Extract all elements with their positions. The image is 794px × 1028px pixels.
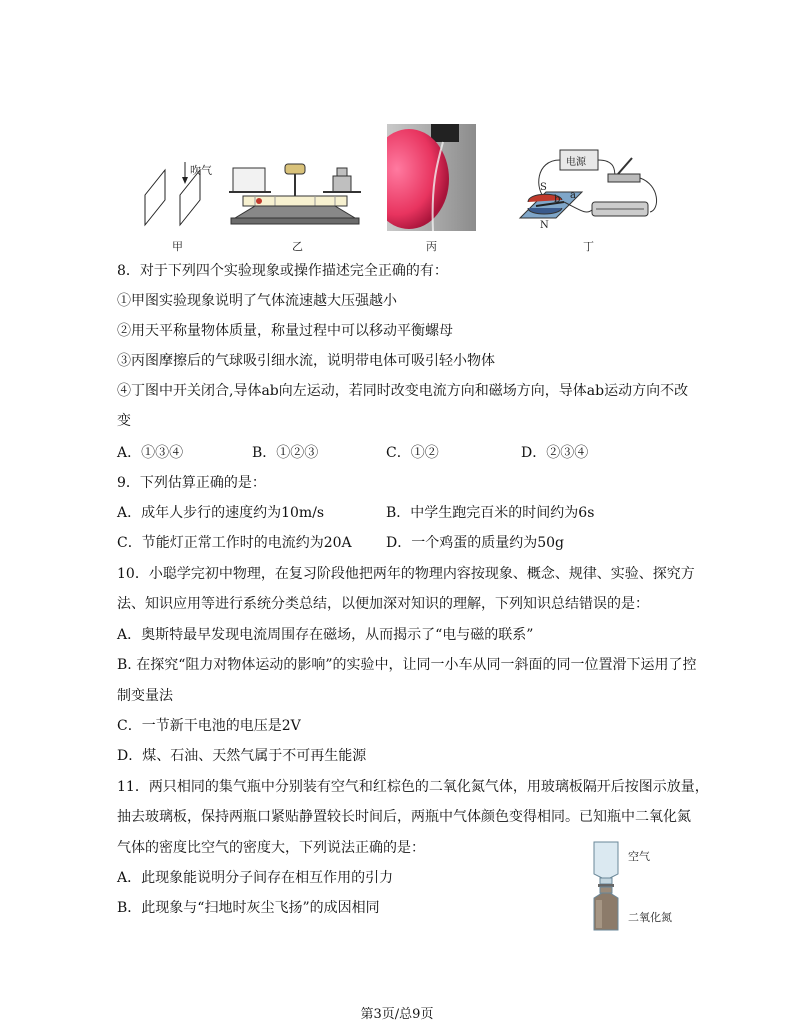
q9-option-d: D．一个鸡蛋的质量约为50g	[386, 535, 565, 551]
power-source-label: 电源	[566, 157, 586, 168]
magnet-s-pole-label: S	[540, 182, 547, 193]
q10-option-c: C．一节新干电池的电压是2V	[117, 718, 301, 734]
q9-option-c: C．节能灯正常工作时的电流约为20A	[117, 535, 352, 551]
q10-option-d: D．煤、石油、天然气属于不可再生能源	[117, 748, 367, 764]
q10-line-2: 法、知识应用等进行系统分类总结，以便加深对知识的理解，下列知识总结错误的是：	[117, 596, 649, 612]
magnet-n-pole-label: N	[540, 220, 549, 231]
q8-item-3: ③丙图摩擦后的气球吸引细水流，说明带电体可吸引轻小物体	[117, 353, 495, 369]
figure-bing-photo	[387, 124, 476, 231]
q9-stem: 9．下列估算正确的是：	[117, 475, 266, 491]
q9-option-a: A．成年人步行的速度约为10m/s	[117, 505, 325, 521]
figure-yi-balance	[225, 160, 365, 228]
q8-option-d: D．②③④	[521, 445, 589, 461]
q11-line-1: 11．两只相同的集气瓶中分别装有空气和红棕色的二氧化氮气体，用玻璃板隔开后按图示放量，	[117, 779, 709, 795]
q8-option-b: B．①②③	[252, 445, 319, 461]
no2-label: 二氧化氮	[628, 911, 672, 924]
figure-yi-caption: 乙	[292, 240, 303, 253]
blow-air-label: 吹气	[190, 164, 212, 177]
q8-option-a: A．①③④	[117, 445, 184, 461]
q11-line-2: 抽去玻璃板，保持两瓶口紧贴静置较长时间后，两瓶中气体颜色变得相同。已知瓶中二氧化氮	[117, 809, 691, 825]
q8-item-2: ②用天平称量物体质量，称量过程中可以移动平衡螺母	[117, 323, 453, 339]
q10-option-b-cont: 制变量法	[117, 688, 173, 704]
q11-option-a: A．此现象能说明分子间存在相互作用的引力	[117, 870, 394, 886]
wire-a-label: a	[570, 190, 576, 201]
q10-option-b: B. 在探究“阻力对物体运动的影响”的实验中，让同一小车从同一斜面的同一位置滑下运用了控	[117, 657, 697, 673]
figure-jia	[140, 160, 215, 232]
figure-bing-caption: 丙	[426, 240, 437, 253]
q11-option-b: B．此现象与“扫地时灰尘飞扬”的成因相同	[117, 900, 380, 916]
q10-line-1: 10．小聪学完初中物理，在复习阶段他把两年的物理内容按现象、概念、规律、实验、探究方	[117, 566, 695, 582]
q8-item-4-cont: 变	[117, 413, 131, 429]
q8-item-1: ①甲图实验现象说明了气体流速越大压强越小	[117, 293, 397, 309]
wire-b-label: b	[554, 194, 561, 205]
q11-line-3: 气体的密度比空气的密度大，下列说法正确的是：	[117, 840, 425, 856]
figure-gas-bottles	[588, 838, 624, 934]
q8-stem: 8．对于下列四个实验现象或操作描述完全正确的有：	[117, 263, 448, 279]
air-label: 空气	[628, 850, 650, 863]
q9-option-b: B．中学生跑完百米的时间约为6s	[386, 505, 595, 521]
q10-option-a: A．奥斯特最早发现电流周围存在磁场，从而揭示了“电与磁的联系”	[117, 627, 534, 643]
page-number-footer: 第3页/总9页	[360, 1007, 434, 1022]
q8-option-c: C．①②	[386, 445, 439, 461]
q8-item-4: ④丁图中开关闭合,导体ab向左运动，若同时改变电流方向和磁场方向，导体ab运动方向不改	[117, 383, 689, 399]
figure-ding-caption: 丁	[583, 240, 594, 253]
figure-ding-circuit	[500, 140, 665, 235]
figure-jia-caption: 甲	[172, 240, 183, 253]
